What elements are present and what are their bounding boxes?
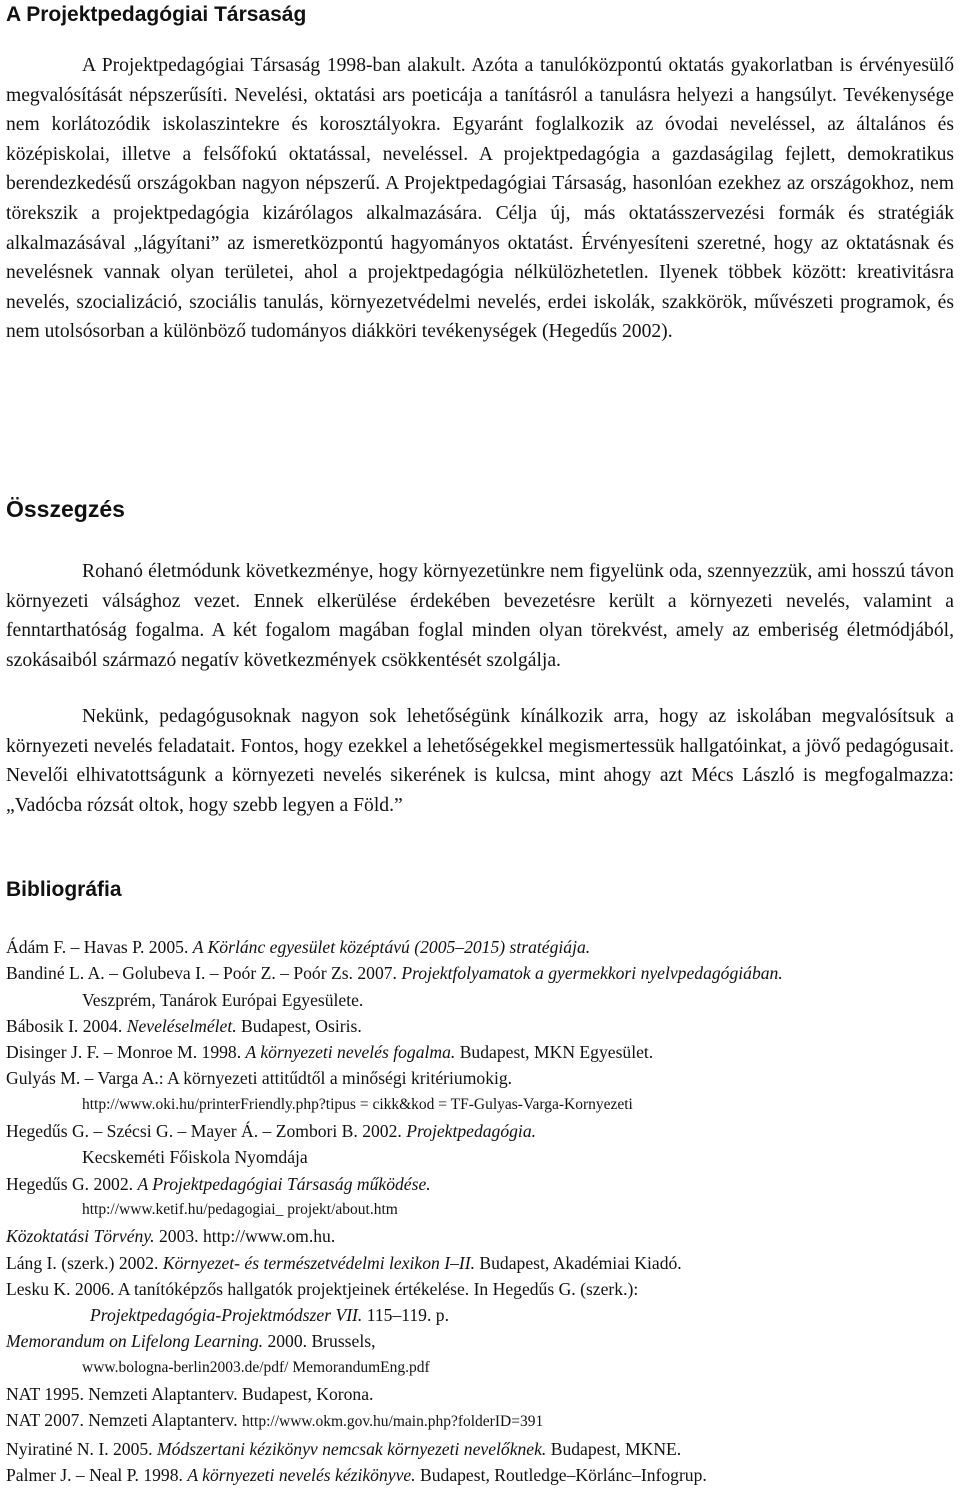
bibliography-entry: Bandiné L. A. – Golubeva I. – Poór Z. – Poór Zs. 2007. Projektfolyamatok a gyermekkori nyelvpedagógiában. — [6, 963, 783, 984]
paragraph-society-description: A Projektpedagógiai Társaság 1998-ban alakult. Azóta a tanulóközpontú oktatás gyakorlatban is érvényesülő megvalósítását népszerűsíti. Nevelési, oktatási ars poeticája a tanításról a tanulásra helyezi a hangsúlyt. Tevékenysége nem korlátozódik iskolaszintekre és korosztályokra. Egyaránt foglalkozik az óvodai neveléssel, az általános és középiskolai, illetve a felsőfokú oktatással, neveléssel. A projektpedagógia a gazdaságilag fejlett, demokratikus berendezkedésű országokban nagyon népszerű. A Projektpedagógiai Társaság, hasonlóan ezekhez az országokhoz, nem törekszik a projektpedagógia kizárólagos alkalmazására. Célja új, más oktatásszervezési formák és stratégiák alkalmazásával „lágyítani” az ismeretközpontú hagyományos oktatást. Érvényesíteni szeretné, hogy az oktatásnak és nevelésnek vannak olyan területei, ahol a projektpedagógia nélkülözhetetlen. Ilyenek többek között: kreativitásra nevelés, szocializáció, szociális tanulás, környezetvédelmi nevelés, erdei iskolák, szakkörök, művészeti programok, és nem utolsósorban a különböző tudományos diákköri tevékenységek (Hegedűs 2002). — [6, 55, 954, 343]
bibliography-entry-continuation: Kecskeméti Főiskola Nyomdája — [82, 1147, 308, 1168]
bibliography-entry: Nyiratiné N. I. 2005. Módszertani kézikönyv nemcsak környezeti nevelőknek. Budapest, MKNE. — [6, 1438, 682, 1459]
bibliography-list — [6, 934, 954, 1488]
bibliography-entry: Láng I. (szerk.) 2002. Környezet- és természetvédelmi lexikon I–II. Budapest, Akadémiai Kiadó. — [6, 1252, 682, 1273]
bibliography-entry: Lesku K. 2006. A tanítóképzős hallgatók projektjeinek értékelése. In Hegedűs G. (szerk.): — [6, 1278, 639, 1299]
bibliography-entry: NAT 2007. Nemzeti Alaptanterv. http://www.okm.gov.hu/main.php?folderID=391 — [6, 1410, 544, 1431]
bibliography-entry-continuation: Projektpedagógia-Projektmódszer VII. 115–119. p. — [90, 1305, 449, 1326]
bibliography-entry-continuation: Veszprém, Tanárok Európai Egyesülete. — [82, 989, 364, 1010]
paragraph-summary-2: Nekünk, pedagógusoknak nagyon sok lehetőségünk kínálkozik arra, hogy az iskolában megvalósítsuk a környezeti nevelés feladatait. Fontos, hogy ezekkel a lehetőségekkel megismertessük hallgatóinkat, a jövő pedagógusait. Nevelői elhivatottságunk a környezeti nevelés sikerének is kulcsa, mint ahogy azt Mécs László is megfogalmazza: „Vadócba rózsát oltok, hogy szebb legyen a Föld.” — [6, 706, 954, 816]
bibliography-entry: Ádám F. – Havas P. 2005. A Körlánc egyesület középtávú (2005–2015) stratégiája. — [6, 937, 591, 957]
bibliography-entry: Palmer J. – Neal P. 1998. A környezeti nevelés kézikönyve. Budapest, Routledge–Körlánc–Infogrup. — [6, 1464, 707, 1485]
bibliography-entry: Közoktatási Törvény. 2003. http://www.om.hu. — [6, 1226, 336, 1247]
bibliography-url: http://www.okm.gov.hu/main.php?folderID=391 — [242, 1413, 544, 1431]
bibliography-url: www.bologna-berlin2003.de/pdf/ MemorandumEng.pdf — [82, 1358, 430, 1376]
section-heading-projektpedagogiai-tarsasag: A Projektpedagógiai Társaság — [6, 3, 307, 26]
bibliography-entry: Hegedűs G. 2002. A Projektpedagógiai Társaság működése. — [6, 1173, 431, 1194]
section-heading-bibliografia: Bibliográfia — [6, 878, 122, 901]
bibliography-url: http://www.ketif.hu/pedagogiai_ projekt/about.htm — [82, 1200, 398, 1218]
bibliography-entry: NAT 1995. Nemzeti Alaptanterv. Budapest, Korona. — [6, 1384, 374, 1405]
section-heading-osszegzes: Összegzés — [6, 496, 125, 522]
bibliography-entry: Disinger J. F. – Monroe M. 1998. A környezeti nevelés fogalma. Budapest, MKN Egyesület. — [6, 1042, 654, 1063]
bibliography-url: http://www.oki.hu/printerFriendly.php?tipus = cikk&kod = TF-Gulyas-Varga-Kornyezeti — [82, 1095, 633, 1113]
bibliography-entry: Bábosik I. 2004. Neveléselmélet. Budapest, Osiris. — [6, 1015, 362, 1036]
bibliography-entry: Hegedűs G. – Szécsi G. – Mayer Á. – Zombori B. 2002. Projektpedagógia. — [6, 1121, 537, 1142]
bibliography-entry: Memorandum on Lifelong Learning. 2000. Brussels, — [6, 1331, 376, 1352]
paragraph-summary-1: Rohanó életmódunk következménye, hogy környezetünkre nem figyelünk oda, szennyezzük, ami hosszú távon környezeti válsághoz vezet. Ennek elkerülése érdekében bevezetésre került a környezeti nevelés, valamint a fenntarthatóság fogalma. A két fogalom magában foglal minden olyan törekvést, amely az emberiség életmódjából, szokásaiból származó negatív következmények csökkentését szolgálja. — [6, 561, 954, 671]
bibliography-entry: Gulyás M. – Varga A.: A környezeti attitűdtől a minőségi kritériumokig. — [6, 1068, 513, 1089]
